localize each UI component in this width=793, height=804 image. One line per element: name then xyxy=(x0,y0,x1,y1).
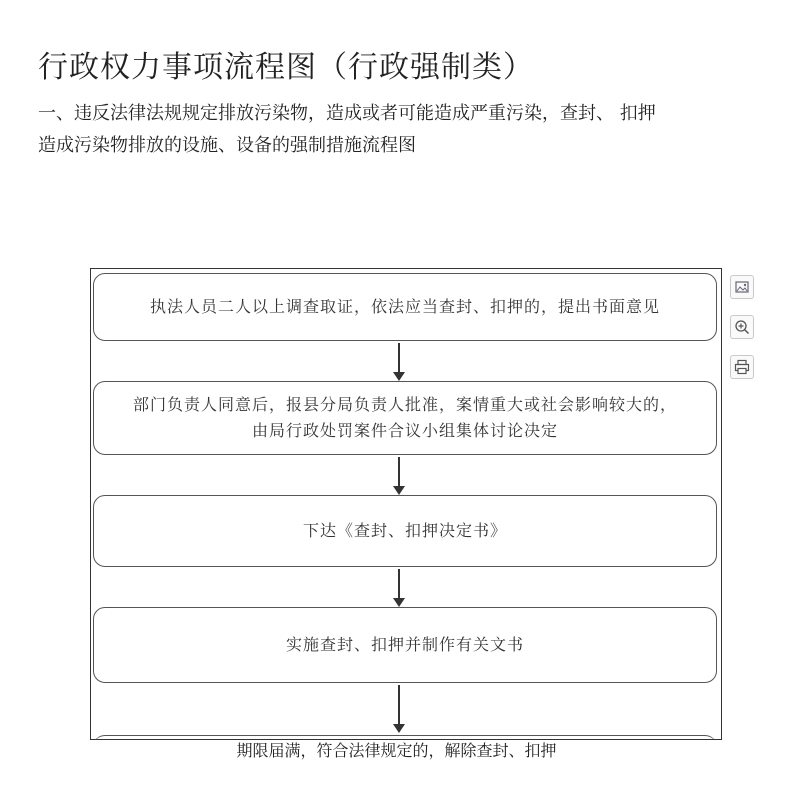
flow-step-3 xyxy=(93,495,717,567)
flow-arrow-1 xyxy=(398,343,400,379)
flow-step-3-text: 下达《查封、扣押决定书》 xyxy=(302,521,507,540)
flow-step-2-line-2: 由局行政处罚案件合议小组集体讨论决定 xyxy=(251,421,558,440)
image-icon[interactable] xyxy=(730,275,754,299)
intro-line-2: 造成污染物排放的设施、设备的强制措施流程图 xyxy=(38,135,416,156)
flow-step-1 xyxy=(93,273,717,341)
flowchart-image xyxy=(90,268,722,740)
flow-final-step-caption: 期限届满，符合法律规定的，解除查封、扣押 xyxy=(236,741,557,760)
flow-arrow-4 xyxy=(398,685,400,731)
flow-arrow-3 xyxy=(398,569,400,605)
flow-step-2-line-1: 部门负责人同意后，报县分局负责人批准，案情重大或社会影响较大的， xyxy=(132,395,677,414)
flow-arrow-2 xyxy=(398,457,400,493)
flow-step-4 xyxy=(93,607,717,683)
print-icon[interactable] xyxy=(730,355,754,379)
flow-step-4-text: 实施查封、扣押并制作有关文书 xyxy=(285,635,524,654)
intro-line-1: 一、违反法律法规规定排放污染物，造成或者可能造成严重污染，查封、 扣押 xyxy=(38,103,656,124)
page-title: 行政权力事项流程图（行政强制类） xyxy=(38,50,534,85)
flow-step-1-text: 执法人员二人以上调查取证，依法应当查封、扣押的，提出书面意见 xyxy=(149,297,660,316)
zoom-in-icon[interactable] xyxy=(730,315,754,339)
image-toolbar xyxy=(730,275,756,395)
flow-step-2 xyxy=(93,381,717,455)
intro-paragraph xyxy=(38,98,778,162)
